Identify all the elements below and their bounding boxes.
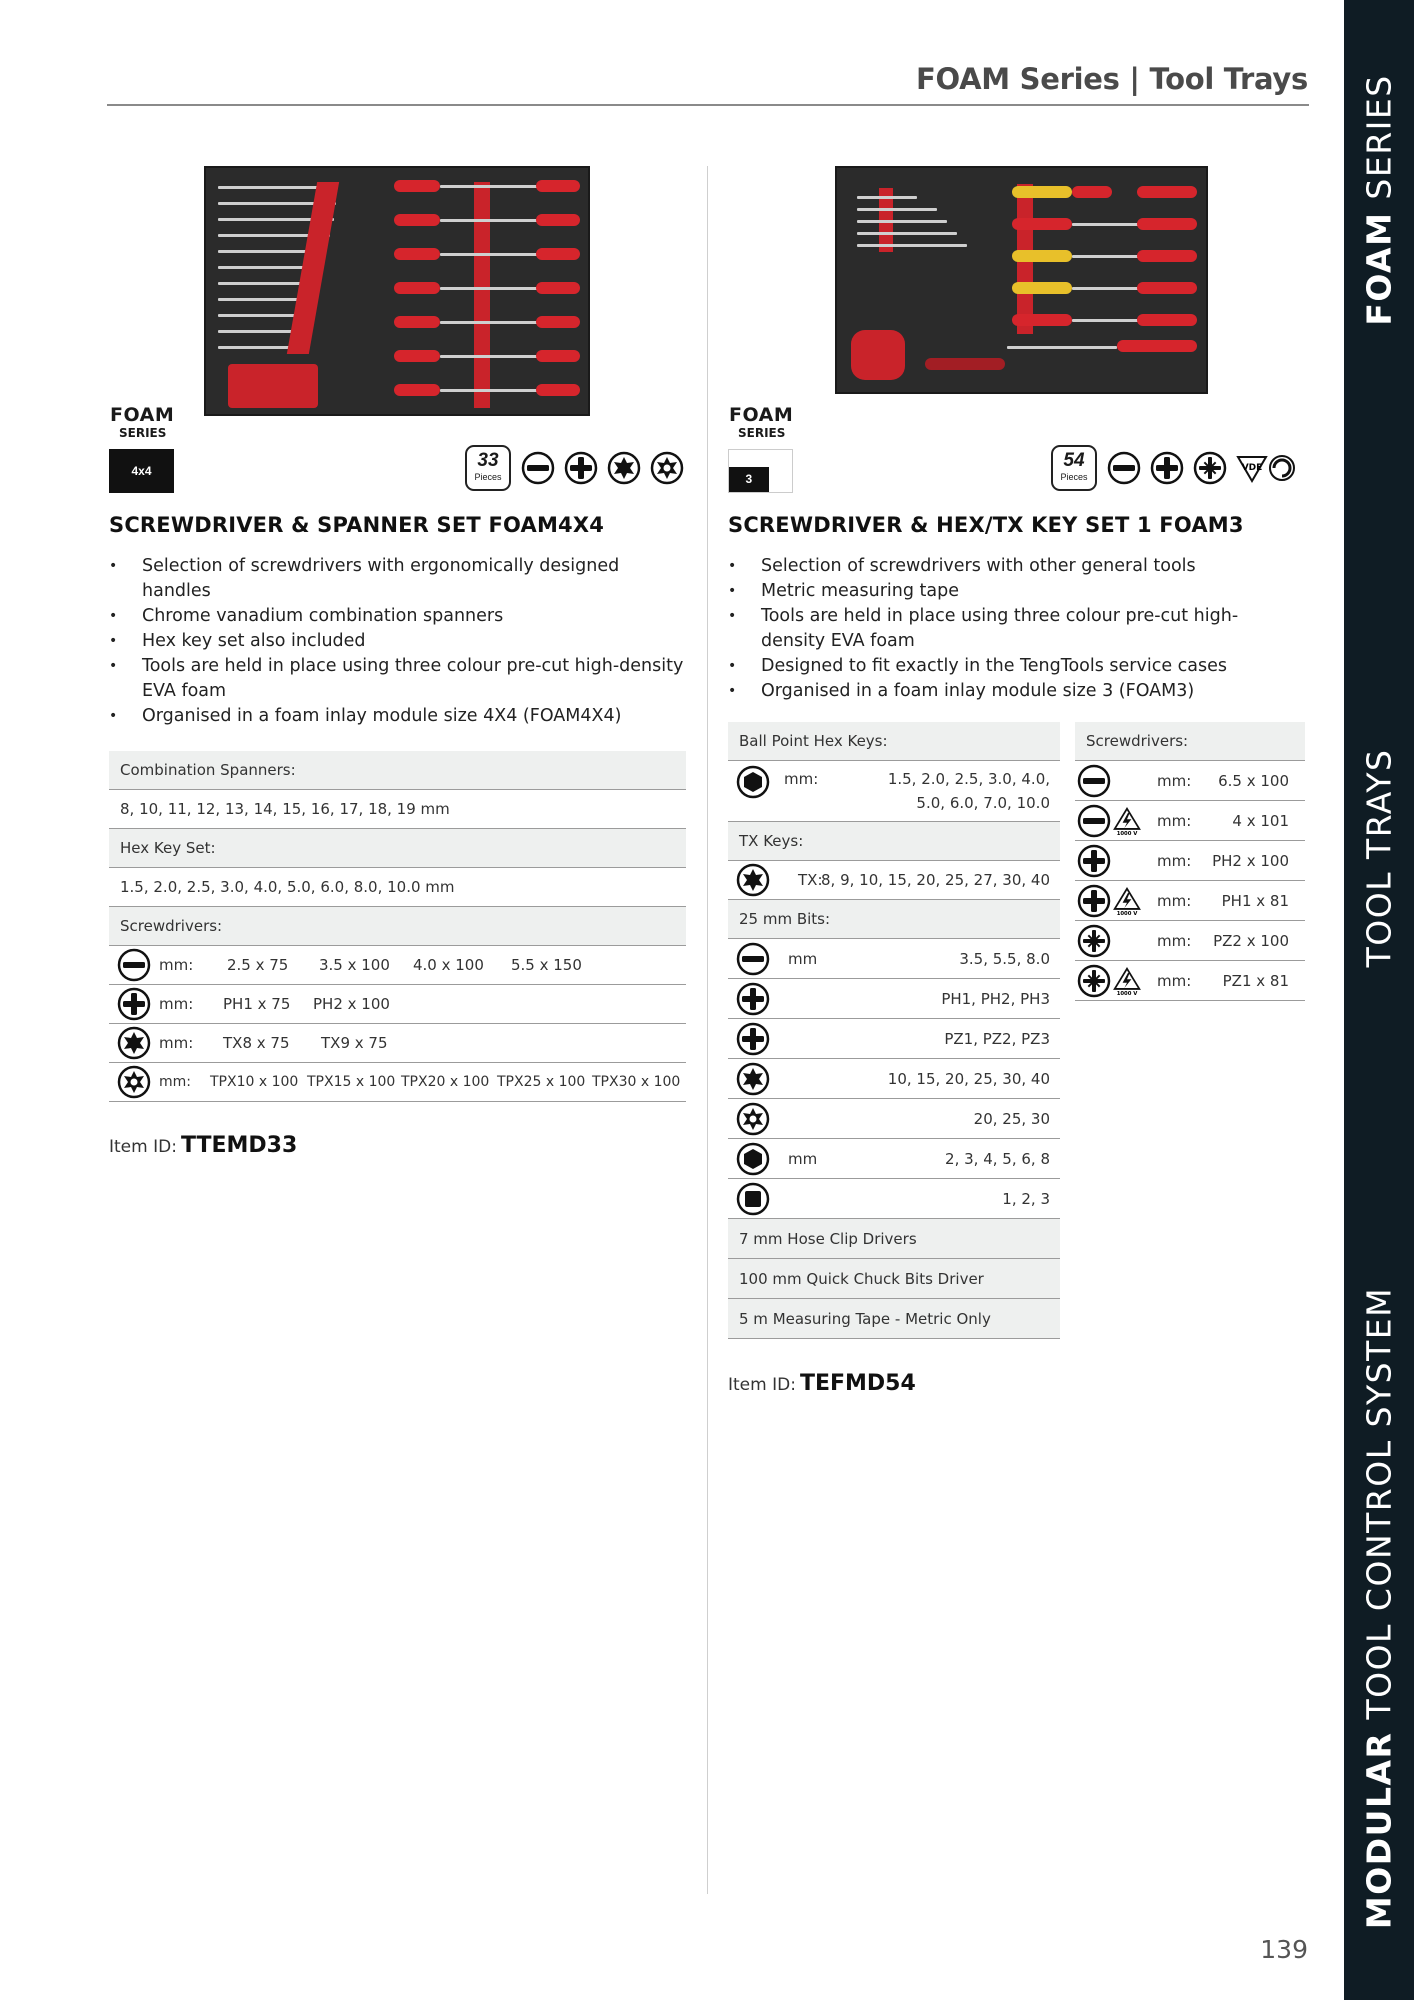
insulated-1000v-icon (1112, 966, 1142, 996)
unit-label: mm (788, 949, 818, 968)
screwdrivers-header: Screwdrivers: (120, 917, 223, 935)
slotted-icon (1107, 451, 1141, 485)
vde-certification-icon (1236, 451, 1296, 485)
unit-label: mm: (1157, 811, 1192, 830)
size-value: 4.0 x 100 (413, 956, 484, 974)
hex-values: 1.5, 2.0, 2.5, 3.0, 4.0, 5.0, 6.0, 8.0, 10.0 mm (120, 878, 455, 896)
size-value: TPX15 x 100 (307, 1074, 396, 1090)
hex-icon (736, 765, 770, 799)
tx-keys-header: TX Keys: (739, 832, 804, 850)
item-id-label: Item ID: (109, 1137, 177, 1157)
item-id-value: TTEMD33 (180, 1133, 298, 1158)
size-value: TPX20 x 100 (401, 1074, 490, 1090)
list-item: • Selection of screwdrivers with ergonomically designed handles (109, 554, 689, 604)
slotted-icon (1077, 804, 1111, 838)
item-id (728, 1371, 916, 1396)
list-item: • Chrome vanadium combination spanners (109, 604, 689, 629)
pieces-label: Pieces (1060, 472, 1088, 482)
phillips-icon (564, 451, 598, 485)
table-row (728, 900, 1060, 939)
table-row (1075, 801, 1305, 841)
hex-header: Hex Key Set: (120, 839, 216, 857)
product-photo-foam3 (835, 166, 1208, 394)
pieces-badge (465, 445, 511, 491)
list-item: • Tools are held in place using three colour pre-cut high-density EVA foam (109, 654, 689, 704)
item-id (109, 1133, 297, 1158)
extra-item: 5 m Measuring Tape - Metric Only (739, 1309, 991, 1328)
pozidriv-icon (1077, 964, 1111, 998)
insulated-1000v-icon (1112, 806, 1142, 836)
square-icon (736, 1182, 770, 1216)
spec-table (109, 751, 686, 1102)
sidebar (1344, 0, 1414, 2000)
size-value: 6.5 x 100 (1218, 771, 1289, 790)
module-size-label: 3 (729, 467, 769, 492)
item-id-value: TEFMD54 (799, 1371, 916, 1396)
pieces-badge (1051, 445, 1097, 491)
torx-icon (736, 1062, 770, 1096)
table-row (1075, 921, 1305, 961)
page-title: FOAM Series | Tool Trays (916, 62, 1308, 96)
torx-icon (117, 1026, 151, 1060)
sidebar-tool-trays: TOOL TRAYS (1359, 748, 1399, 968)
bit-values: 3.5, 5.5, 8.0 (959, 949, 1050, 968)
unit-label: mm (788, 1149, 818, 1168)
size-value: TPX25 x 100 (497, 1074, 586, 1090)
bits-header: 25 mm Bits: (739, 910, 831, 928)
module-size-badge: 4x4 (109, 449, 174, 493)
sidebar-modular: MODULAR TOOL CONTROL SYSTEM (1359, 1286, 1399, 1930)
table-row (728, 1099, 1060, 1139)
unit-label: mm: (784, 770, 819, 788)
list-item: • Selection of screwdrivers with other general tools (728, 554, 1288, 579)
phillips-icon (736, 1022, 770, 1056)
torx-icon (607, 451, 641, 485)
item-id-label: Item ID: (728, 1375, 796, 1395)
size-value: PZ1 x 81 (1222, 971, 1289, 990)
table-row (728, 761, 1060, 822)
spec-table-screwdrivers (1075, 722, 1305, 1001)
hex-values: 5.0, 6.0, 7.0, 10.0 (916, 794, 1050, 812)
table-row (728, 861, 1060, 900)
table-row (728, 939, 1060, 979)
unit-label: mm: (1157, 971, 1192, 990)
insulated-1000v-icon (1112, 886, 1142, 916)
product-title: SCREWDRIVER & HEX/TX KEY SET 1 FOAM3 (728, 513, 1244, 537)
size-value: PH2 x 100 (1212, 851, 1289, 870)
bit-values: 10, 15, 20, 25, 30, 40 (887, 1069, 1050, 1088)
extra-item: 7 mm Hose Clip Drivers (739, 1229, 917, 1248)
spec-table-keys-bits (728, 722, 1060, 1339)
table-row (728, 1019, 1060, 1059)
table-row (1075, 881, 1305, 921)
torx-plus-icon (736, 1102, 770, 1136)
table-row (1075, 961, 1305, 1001)
list-item: • Tools are held in place using three colour pre-cut high-density EVA foam (728, 604, 1288, 654)
table-row (1075, 841, 1305, 881)
unit-label: mm: (159, 995, 194, 1013)
table-row (109, 907, 686, 946)
table-row (728, 1179, 1060, 1219)
phillips-icon (1150, 451, 1184, 485)
tx-values: 8, 9, 10, 15, 20, 25, 27, 30, 40 (821, 871, 1050, 889)
size-value: TPX10 x 100 (210, 1074, 299, 1090)
phillips-icon (736, 982, 770, 1016)
series-logo: SERIES (119, 426, 167, 440)
pozidriv-icon (1077, 924, 1111, 958)
bit-values: 20, 25, 30 (973, 1109, 1050, 1128)
voltage-label: 1000 V (1116, 910, 1138, 917)
list-item: • Metric measuring tape (728, 579, 1288, 604)
unit-label: mm: (1157, 931, 1192, 950)
table-row (109, 751, 686, 790)
table-row (728, 979, 1060, 1019)
product-photo-foam4x4 (204, 166, 590, 416)
table-row (728, 822, 1060, 861)
pieces-count: 54 (1063, 450, 1085, 471)
size-value: PZ2 x 100 (1213, 931, 1289, 950)
hex-keys-header: Ball Point Hex Keys: (739, 732, 888, 750)
size-value: 4 x 101 (1232, 811, 1289, 830)
table-row (728, 1139, 1060, 1179)
hex-values: 1.5, 2.0, 2.5, 3.0, 4.0, (887, 770, 1050, 788)
list-item: • Designed to fit exactly in the TengTools service cases (728, 654, 1288, 679)
size-value: TX9 x 75 (321, 1034, 388, 1052)
module-size-badge (728, 449, 793, 493)
unit-label: mm: (1157, 851, 1192, 870)
vde-label: VDE (1241, 463, 1263, 473)
size-value: TX8 x 75 (223, 1034, 290, 1052)
slotted-icon (1077, 764, 1111, 798)
foam-logo: FOAM (110, 404, 175, 426)
table-row (109, 1063, 686, 1102)
slotted-icon (736, 942, 770, 976)
size-value: TPX30 x 100 (592, 1074, 681, 1090)
bit-values: 2, 3, 4, 5, 6, 8 (945, 1149, 1050, 1168)
size-value: 3.5 x 100 (319, 956, 390, 974)
size-value: PH1 x 75 (223, 995, 291, 1013)
torx-plus-icon (117, 1065, 151, 1099)
list-item: • Organised in a foam inlay module size 4X4 (FOAM4X4) (109, 704, 689, 729)
product-title: SCREWDRIVER & SPANNER SET FOAM4X4 (109, 513, 605, 537)
feature-list (728, 554, 1288, 704)
pieces-label: Pieces (474, 472, 502, 482)
sidebar-foam-series: FOAM SERIES (1359, 74, 1399, 326)
phillips-icon (1077, 844, 1111, 878)
phillips-icon (117, 987, 151, 1021)
extra-item: 100 mm Quick Chuck Bits Driver (739, 1269, 984, 1288)
table-row (728, 1259, 1060, 1299)
table-row (109, 868, 686, 907)
torx-plus-icon (650, 451, 684, 485)
slotted-icon (117, 948, 151, 982)
slotted-icon (521, 451, 555, 485)
unit-label: mm: (159, 1074, 191, 1090)
bit-type-icons (1107, 451, 1296, 485)
spanners-values: 8, 10, 11, 12, 13, 14, 15, 16, 17, 18, 19 mm (120, 800, 450, 818)
screwdrivers-header: Screwdrivers: (1086, 732, 1189, 750)
foam-logo: FOAM (729, 404, 794, 426)
unit-label: mm: (1157, 891, 1192, 910)
bit-values: PH1, PH2, PH3 (941, 989, 1050, 1008)
table-row (109, 946, 686, 985)
unit-label: TX: (798, 871, 823, 889)
list-item: • Hex key set also included (109, 629, 689, 654)
pozidriv-icon (1193, 451, 1227, 485)
bit-values: 1, 2, 3 (1002, 1189, 1050, 1208)
table-row (109, 985, 686, 1024)
unit-label: mm: (1157, 771, 1192, 790)
header-divider (107, 104, 1309, 106)
feature-list (109, 554, 689, 729)
table-row (109, 790, 686, 829)
series-logo: SERIES (738, 426, 786, 440)
table-row (728, 1059, 1060, 1099)
table-row (109, 829, 686, 868)
voltage-label: 1000 V (1116, 990, 1138, 997)
hex-icon (736, 1142, 770, 1176)
list-item: • Organised in a foam inlay module size 3 (FOAM3) (728, 679, 1288, 704)
page-number: 139 (1260, 1935, 1308, 1964)
table-row (728, 1219, 1060, 1259)
unit-label: mm: (159, 956, 194, 974)
pieces-count: 33 (477, 450, 499, 471)
voltage-label: 1000 V (1116, 830, 1138, 837)
unit-label: mm: (159, 1034, 194, 1052)
table-row (109, 1024, 686, 1063)
spanners-header: Combination Spanners: (120, 761, 296, 779)
size-value: 2.5 x 75 (227, 956, 289, 974)
size-value: PH1 x 81 (1221, 891, 1289, 910)
column-divider (707, 166, 708, 1894)
table-row (1075, 722, 1305, 761)
table-row (728, 1299, 1060, 1339)
bit-values: PZ1, PZ2, PZ3 (944, 1029, 1050, 1048)
size-value: 5.5 x 150 (511, 956, 582, 974)
table-row (728, 722, 1060, 761)
phillips-icon (1077, 884, 1111, 918)
bit-type-icons (521, 451, 684, 485)
torx-icon (736, 863, 770, 897)
size-value: PH2 x 100 (313, 995, 390, 1013)
table-row (1075, 761, 1305, 801)
